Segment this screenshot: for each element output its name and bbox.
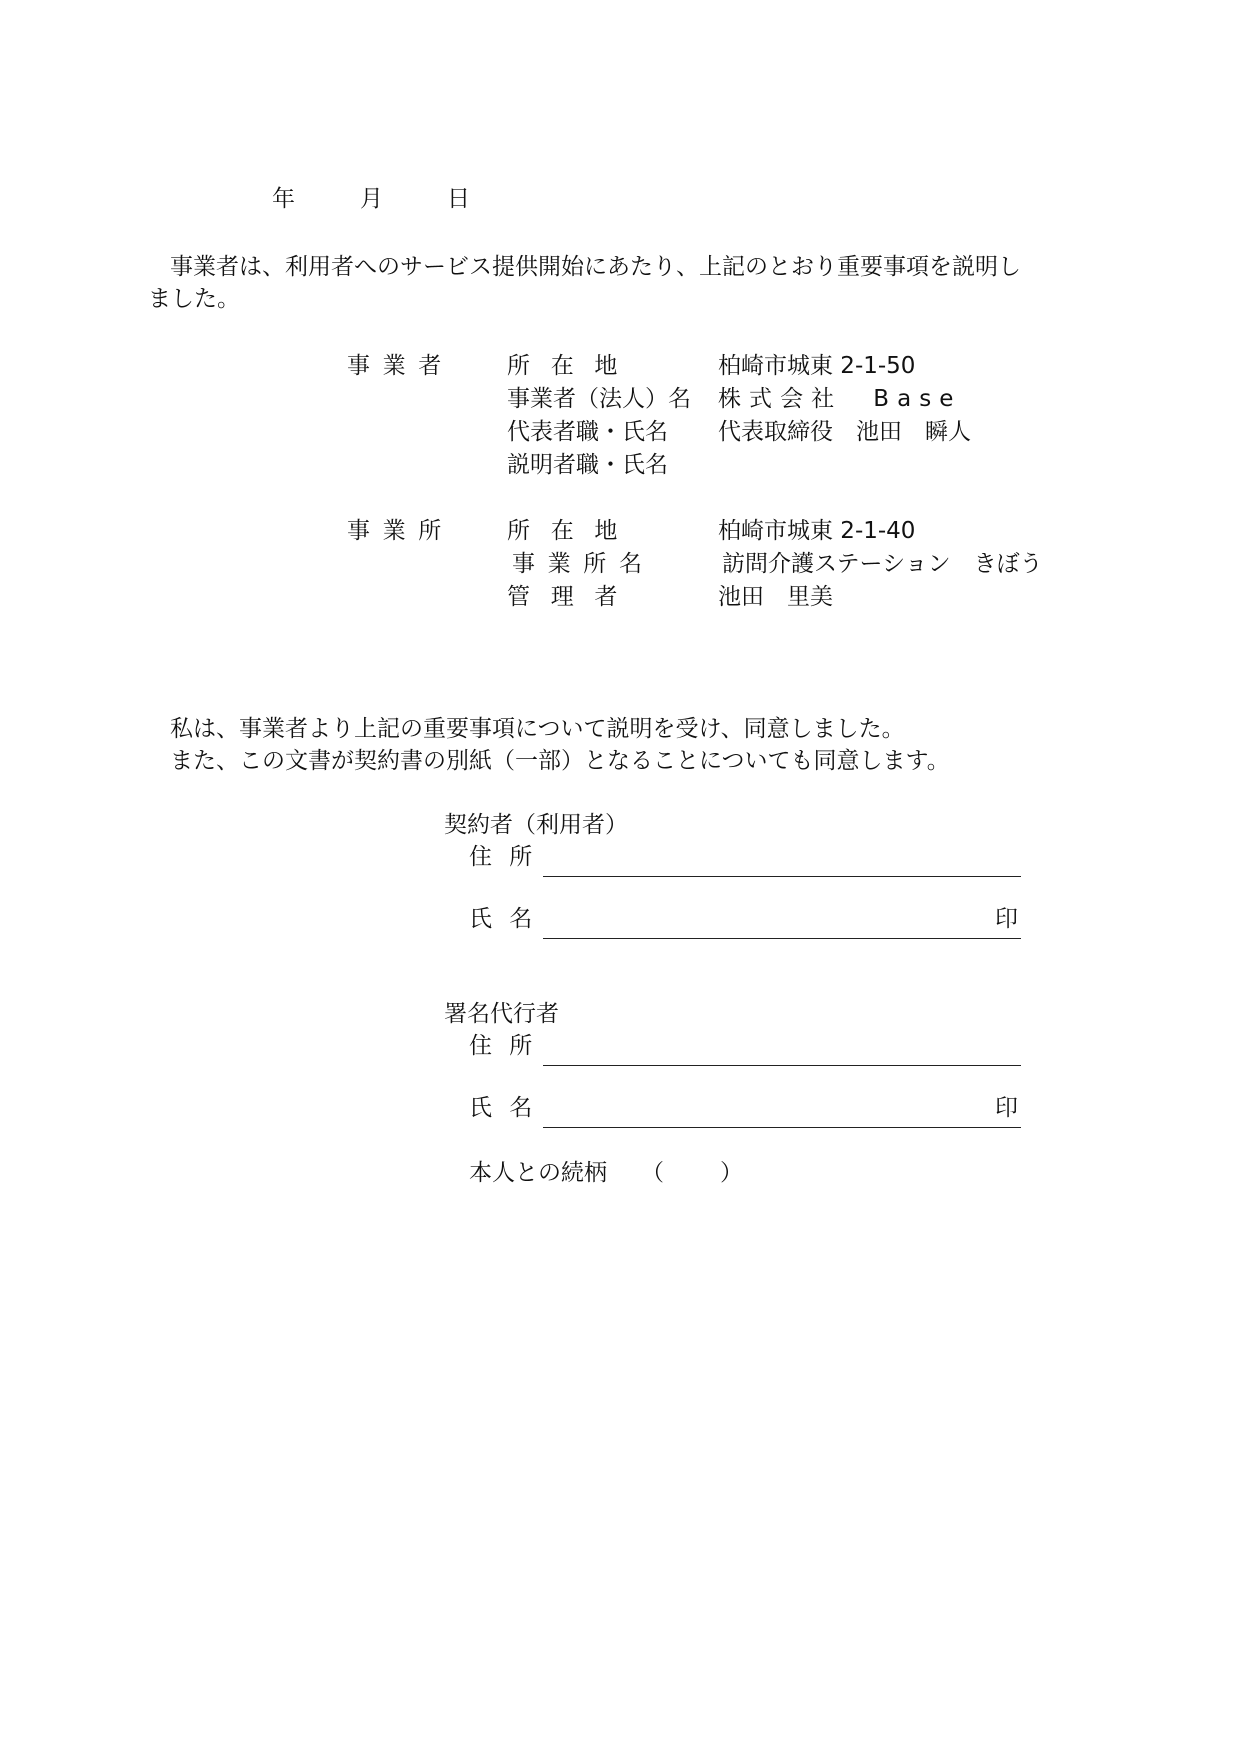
office-name-label: 事業所名 (512, 551, 655, 577)
contractor-name-line[interactable] (543, 938, 1021, 939)
business-corp-label: 事業者（法人）名 (507, 386, 691, 412)
contractor-heading: 契約者（利用者） (444, 812, 628, 838)
proxy-relation-close-paren: ） (720, 1160, 743, 1186)
contractor-address-label: 住所 (469, 844, 550, 870)
proxy-name-label: 氏名 (469, 1095, 550, 1121)
office-manager-label: 管理者 (507, 584, 639, 610)
contractor-name-label: 氏名 (469, 906, 550, 932)
contractor-address-line[interactable] (543, 876, 1021, 877)
business-explainer-label: 説明者職・氏名 (507, 452, 668, 478)
proxy-address-line[interactable] (543, 1065, 1021, 1066)
intro-line-1: 事業者は、利用者へのサービス提供開始にあたり、上記のとおり重要事項を説明し (170, 254, 1021, 280)
business-corp-value: 株式会社 Base (718, 386, 962, 412)
office-manager-value: 池田 里美 (718, 584, 833, 610)
business-heading: 事業者 (347, 353, 454, 379)
contractor-name-row[interactable] (469, 908, 1021, 944)
office-address-label: 所在地 (507, 518, 639, 544)
contractor-seal-mark: 印 (995, 906, 1018, 932)
proxy-name-line[interactable] (543, 1127, 1021, 1128)
intro-line-2: ました。 (148, 286, 240, 312)
proxy-seal-mark: 印 (995, 1095, 1018, 1121)
proxy-address-row[interactable] (469, 1035, 1021, 1071)
business-rep-value: 代表取締役 池田 瞬人 (718, 419, 971, 445)
business-address-label: 所在地 (507, 353, 639, 379)
office-name-value: 訪問介護ステーション きぼう (722, 551, 1043, 577)
proxy-address-label: 住所 (469, 1033, 550, 1059)
proxy-relation-open-paren: （ (641, 1160, 664, 1186)
consent-line-1: 私は、事業者より上記の重要事項について説明を受け、同意しました。 (170, 716, 905, 742)
consent-line-2: また、この文書が契約書の別紙（一部）となることについても同意します。 (170, 748, 950, 774)
contractor-address-row[interactable] (469, 846, 1021, 882)
office-address-value: 柏崎市城東 2-1-40 (718, 518, 916, 544)
office-heading: 事業所 (347, 518, 454, 544)
proxy-name-row[interactable] (469, 1097, 1021, 1133)
business-rep-label: 代表者職・氏名 (507, 419, 668, 445)
proxy-heading: 署名代行者 (444, 1001, 559, 1027)
date-year: 年 (272, 186, 295, 212)
date-day: 日 (447, 186, 470, 212)
business-address-value: 柏崎市城東 2-1-50 (718, 353, 916, 379)
proxy-relation-label: 本人との続柄 (469, 1160, 607, 1186)
date-month: 月 (360, 186, 383, 212)
